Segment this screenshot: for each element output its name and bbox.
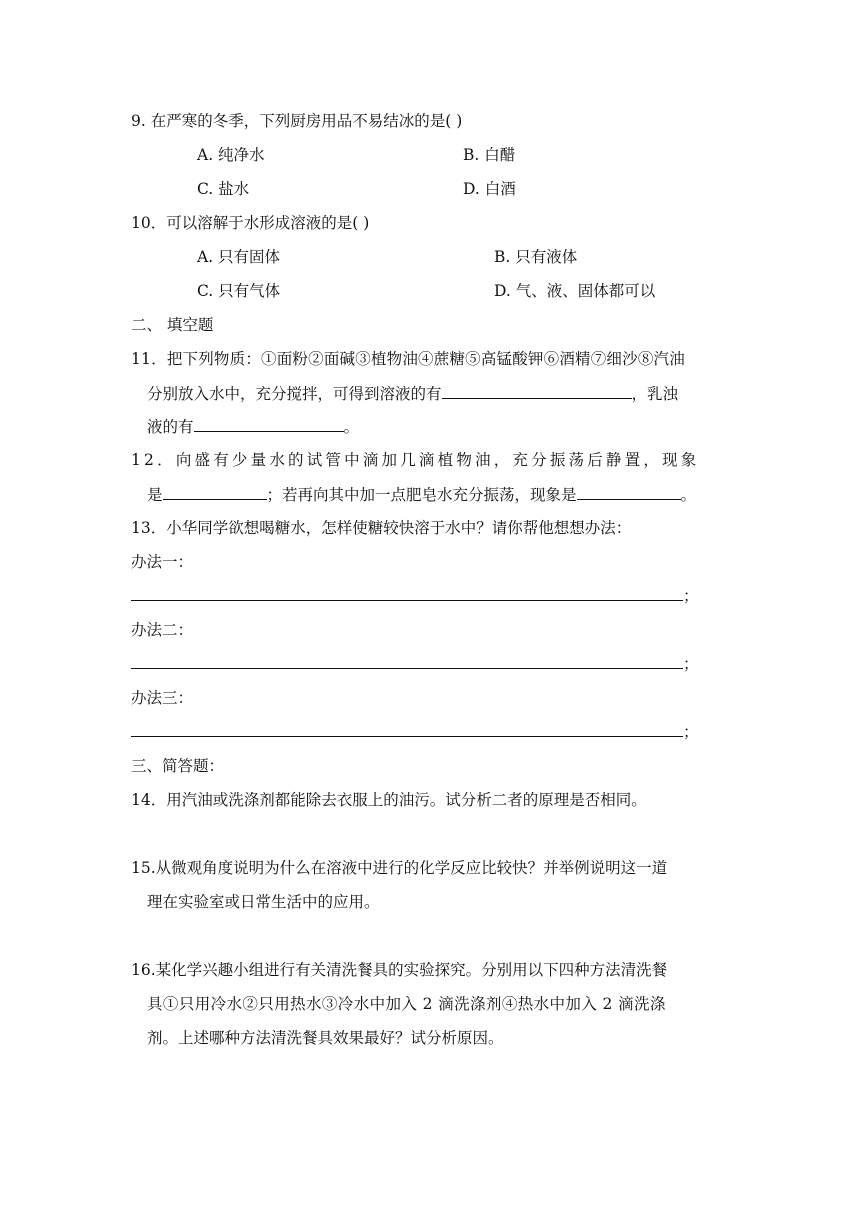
q10-option-a: A. 只有固体	[197, 248, 281, 266]
q12-line-2-mid: ；若再向其中加一点肥皂水充分振荡，现象是	[266, 486, 577, 504]
q13-method-1-label: 办法一：	[131, 553, 194, 571]
q10-option-b: B. 只有液体	[494, 248, 578, 266]
q15-line-1: 15.从微观角度说明为什么在溶液中进行的化学反应比较快？并举例说明这一道	[131, 859, 668, 877]
q13-method-1-answer-line[interactable]	[131, 600, 683, 601]
q16-line-2: 具①只用冷水②只用热水③冷水中加入 2 滴洗涤剂④热水中加入 2 滴洗涤	[147, 995, 666, 1013]
q11-line-2	[147, 383, 678, 404]
section-fill-blank-heading: 二、 填空题	[131, 316, 214, 334]
section-short-answer-heading: 三、简答题：	[131, 757, 225, 775]
q9-option-b: B. 白醋	[463, 146, 516, 164]
q13-stem: 13．小华同学欲想喝糖水，怎样使糖较快溶于水中？请你帮他想想办法：	[131, 519, 632, 537]
q11-line-2-tail: ，乳浊	[631, 385, 679, 403]
q13-method-3-semicolon: ；	[683, 723, 699, 741]
q11-line-2-text: 分别放入水中，充分搅拌，可得到溶液的有	[147, 385, 442, 403]
q9-option-a: A. 纯净水	[197, 146, 265, 164]
q11-line-1: 11．把下列物质：①面粉②面碱③植物油④蔗糖⑤高锰酸钾⑥酒精⑦细沙⑧汽油	[131, 350, 685, 368]
q16-line-1: 16.某化学兴趣小组进行有关清洗餐具的实验探究。分别用以下四种方法清洗餐	[131, 961, 668, 979]
q9-option-c: C. 盐水	[197, 180, 250, 198]
q10-option-c: C. 只有气体	[197, 282, 281, 300]
q16-line-3: 剂。上述哪种方法清洗餐具效果最好？试分析原因。	[147, 1029, 504, 1047]
q13-method-1-semicolon: ；	[683, 587, 699, 605]
q13-method-3-label: 办法三：	[131, 689, 194, 707]
q13-method-3-answer-line[interactable]	[131, 736, 683, 737]
q12-line-2-text: 是	[147, 486, 163, 504]
q11-emulsion-blank[interactable]	[194, 416, 344, 432]
q15-line-2: 理在实验室或日常生活中的应用。	[147, 893, 380, 911]
q10-stem: 10．可以溶解于水形成溶液的是( )	[131, 214, 370, 232]
q12-line-1: 12．向盛有少量水的试管中滴加几滴植物油，充分振荡后静置，现象	[131, 451, 700, 469]
q11-solution-blank[interactable]	[442, 383, 632, 399]
q13-method-2-semicolon: ；	[683, 655, 699, 673]
q12-line-2-tail: 。	[680, 486, 697, 504]
q11-line-3-text: 液的有	[147, 418, 194, 436]
q10-option-d: D. 气、液、固体都可以	[494, 282, 656, 300]
q11-line-3	[147, 416, 359, 437]
q13-method-2-answer-line[interactable]	[131, 668, 683, 669]
q14-text: 14．用汽油或洗涤剂都能除去衣服上的油污。试分析二者的原理是否相同。	[131, 791, 647, 809]
q9-option-d: D. 白酒	[463, 180, 516, 198]
q11-line-3-tail: 。	[343, 418, 360, 436]
q12-phenomenon-blank-2[interactable]	[577, 484, 681, 500]
q12-line-2	[147, 484, 696, 505]
q12-phenomenon-blank-1[interactable]	[163, 484, 267, 500]
q13-method-2-label: 办法二：	[131, 621, 194, 639]
q9-stem: 9. 在严寒的冬季，下列厨房用品不易结冰的是( )	[131, 112, 463, 130]
